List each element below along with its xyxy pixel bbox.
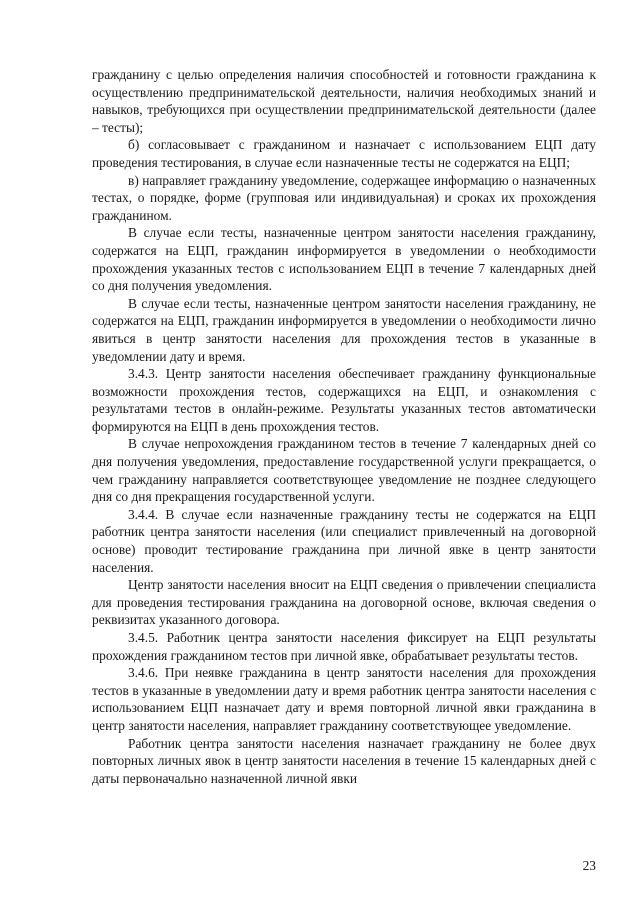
paragraph-specialist-info: Центр занятости населения вносит на ЕЦП сведения о привлечении специалиста для проведения тестирования гражданина на договорной основе, включая сведения о реквизитах указанного договора.: [92, 577, 596, 628]
paragraph-3-4-6: 3.4.6. При неявке гражданина в центр занятости населения для прохождения тестов в указанные в уведомлении дату и время работник центра занятости населения с использованием ЕЦП назначает дату и время повторной личной явки гражданина в центр занятости населения, направляет гражданину соответствующее уведомление.: [92, 665, 596, 733]
body-text: [92, 66, 596, 787]
paragraph-item-v: в) направляет гражданину уведомление, содержащее информацию о назначенных тестах, о порядке, форме (групповая или индивидуальная) и сроках их прохождения гражданином.: [92, 172, 596, 223]
paragraph-repeat-visits: Работник центра занятости населения назначает гражданину не более двух повторных личных явок в центр занятости населения в течение 15 календарных дней с даты первоначально назначенной личной явки: [92, 735, 596, 786]
paragraph-3-4-4: 3.4.4. В случае если назначенные гражданину тесты не содержатся на ЕЦП работник центра занятости населения (или специалист привлеченный на договорной основе) проводит тестирование гражданина при личной явке в центр занятости населения.: [92, 506, 596, 575]
page-number: 23: [582, 858, 596, 873]
paragraph-continuation: гражданину с целью определения наличия способностей и готовности гражданина к осуществлению предпринимательской деятельности, наличия необходимых знаний и навыков, требующихся при осуществлении предпринимательской деятельности (далее – тесты);: [92, 67, 596, 135]
paragraph-item-b: б) согласовывает с гражданином и назначает с использованием ЕЦП дату проведения тестирования, в случае если назначенные тесты не содержатся на ЕЦП;: [92, 137, 596, 170]
paragraph-tests-on-ecp: В случае если тесты, назначенные центром занятости населения гражданину, содержатся на ЕЦП, гражданин информируется в уведомлении о необходимости прохождения указанных тестов с использованием ЕЦП в течение 7 календарных дней со дня получения уведомления.: [92, 225, 596, 294]
paragraph-tests-not-on-ecp: В случае если тесты, назначенные центром занятости населения гражданину, не содержатся на ЕЦП, гражданин информируется в уведомлении о необходимости лично явиться в центр занятости населения для прохождения тестов в указанные в уведомлении дату и время.: [92, 295, 596, 364]
paragraph-non-completion: В случае непрохождения гражданином тестов в течение 7 календарных дней со дня получения уведомления, предоставление государственной услуги прекращается, о чем гражданину направляется соответствующее уведомление не позднее следующего дня со дня прекращения государственной услуги.: [92, 436, 596, 505]
paragraph-3-4-3: 3.4.3. Центр занятости населения обеспечивает гражданину функциональные возможности прохождения тестов, содержащихся на ЕЦП, и ознакомления с результатами тестов в онлайн-режиме. Результаты указанных тестов автоматически формируются на ЕЦП в день прохождения тестов.: [92, 366, 596, 434]
paragraph-3-4-5: 3.4.5. Работник центра занятости населения фиксирует на ЕЦП результаты прохождения гражданином тестов при личной явке, обрабатывает результаты тестов.: [92, 630, 596, 663]
